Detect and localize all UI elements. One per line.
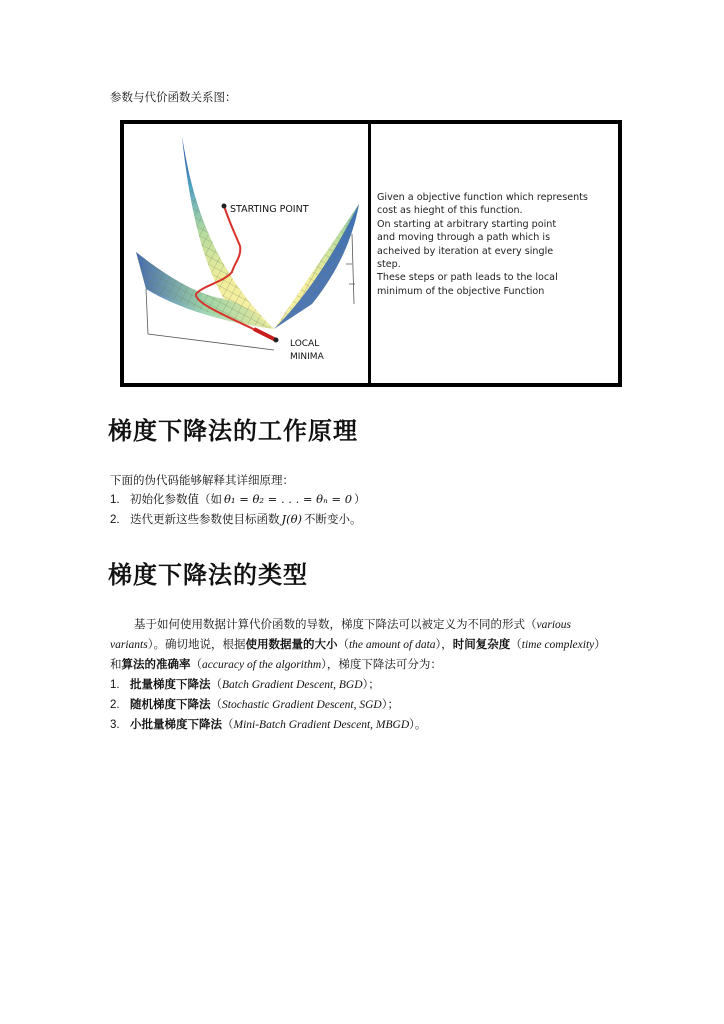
list-text-end: ） (354, 492, 366, 506)
italic-run: accuracy of the algorithm (202, 659, 322, 671)
figure-text-line: Given a objective function which represents (377, 192, 588, 203)
list-item (110, 491, 366, 507)
figure-text-line: These steps or path leads to the local (377, 272, 558, 284)
text-run: ），梯度下降法可分为： (321, 657, 442, 671)
italic-run: Mini-Batch Gradient Descent, MBGD (233, 719, 410, 731)
italic-run: Batch Gradient Descent, BGD (222, 679, 363, 691)
starting-point-label: STARTING POINT (230, 204, 309, 215)
italic-run: Stochastic Gradient Descent, SGD (222, 699, 382, 711)
text-run: （ (337, 637, 349, 651)
list-number: 2. (110, 699, 120, 711)
figure-text-line: acheived by iteration at every single (377, 245, 554, 257)
text-run: （ (210, 697, 222, 711)
section-heading-principle: 梯度下降法的工作原理 (108, 417, 358, 445)
bold-run: 使用数据量的大小 (245, 637, 338, 651)
text-run: 基于如何使用数据计算代价函数的导数，梯度下降法可以被定义为不同的形式（ (134, 617, 537, 631)
bold-run: 随机梯度下降法 (130, 697, 211, 711)
starting-point-marker (222, 204, 227, 209)
text-run: （ (510, 637, 522, 651)
text-run: ）。 (409, 717, 427, 731)
figure-text-line: step. (377, 259, 401, 271)
bold-run: 算法的准确率 (121, 657, 191, 671)
list-text: 初始化参数值（如 (130, 492, 222, 506)
math-formula: J(θ) (281, 512, 303, 526)
list-text: 不断变小。 (304, 512, 362, 526)
text-run: （ (190, 657, 202, 671)
bold-run: 小批量梯度下降法 (130, 717, 222, 731)
italic-run: variants (110, 639, 148, 651)
figure-text-line: minimum of the objective Function (377, 285, 545, 297)
list-item (110, 676, 380, 692)
local-label: LOCAL (290, 339, 320, 349)
list-number: 1. (110, 494, 120, 506)
list-item (110, 716, 426, 732)
section-heading-types: 梯度下降法的类型 (108, 561, 308, 589)
paragraph-line (110, 656, 442, 672)
figure-text-line: On starting at arbitrary starting point (377, 218, 557, 230)
paragraph-line (110, 616, 571, 632)
gradient-descent-figure (120, 120, 622, 387)
italic-run: various (536, 619, 571, 631)
text-run: ）； (362, 677, 380, 691)
minima-label: MINIMA (290, 352, 324, 362)
pseudocode-intro: 下面的伪代码能够解释其详细原理： (110, 473, 294, 487)
text-run: ）， (435, 637, 453, 651)
italic-run: time complexity (521, 639, 595, 651)
list-text: 迭代更新这些参数使目标函数 (130, 512, 280, 526)
figure-text-line: cost as hieght of this function. (377, 205, 523, 217)
local-minima-marker (274, 338, 279, 343)
paragraph-line (110, 636, 606, 652)
figure-caption: 参数与代价函数关系图： (110, 90, 237, 104)
text-run: （ (222, 717, 234, 731)
list-number: 3. (110, 719, 120, 731)
bold-run: 批量梯度下降法 (130, 677, 211, 691)
figure-text-line: and moving through a path which is (377, 232, 551, 244)
text-run: ）； (381, 697, 399, 711)
cost-surface-plot (124, 124, 368, 383)
list-number: 2. (110, 514, 120, 526)
text-run: ）。确切地说，根据 (147, 637, 246, 651)
text-run: 和 (110, 657, 122, 671)
italic-run: the amount of data (348, 639, 436, 651)
figure-description (377, 191, 613, 298)
bold-run: 时间复杂度 (452, 637, 511, 651)
figure-divider (368, 124, 371, 383)
list-item (110, 511, 362, 527)
list-item (110, 696, 399, 712)
list-number: 1. (110, 679, 120, 691)
text-run: ） (594, 637, 606, 651)
math-formula: θ₁ = θ₂ = . . . = θₙ = 0 (224, 492, 353, 506)
text-run: （ (210, 677, 222, 691)
